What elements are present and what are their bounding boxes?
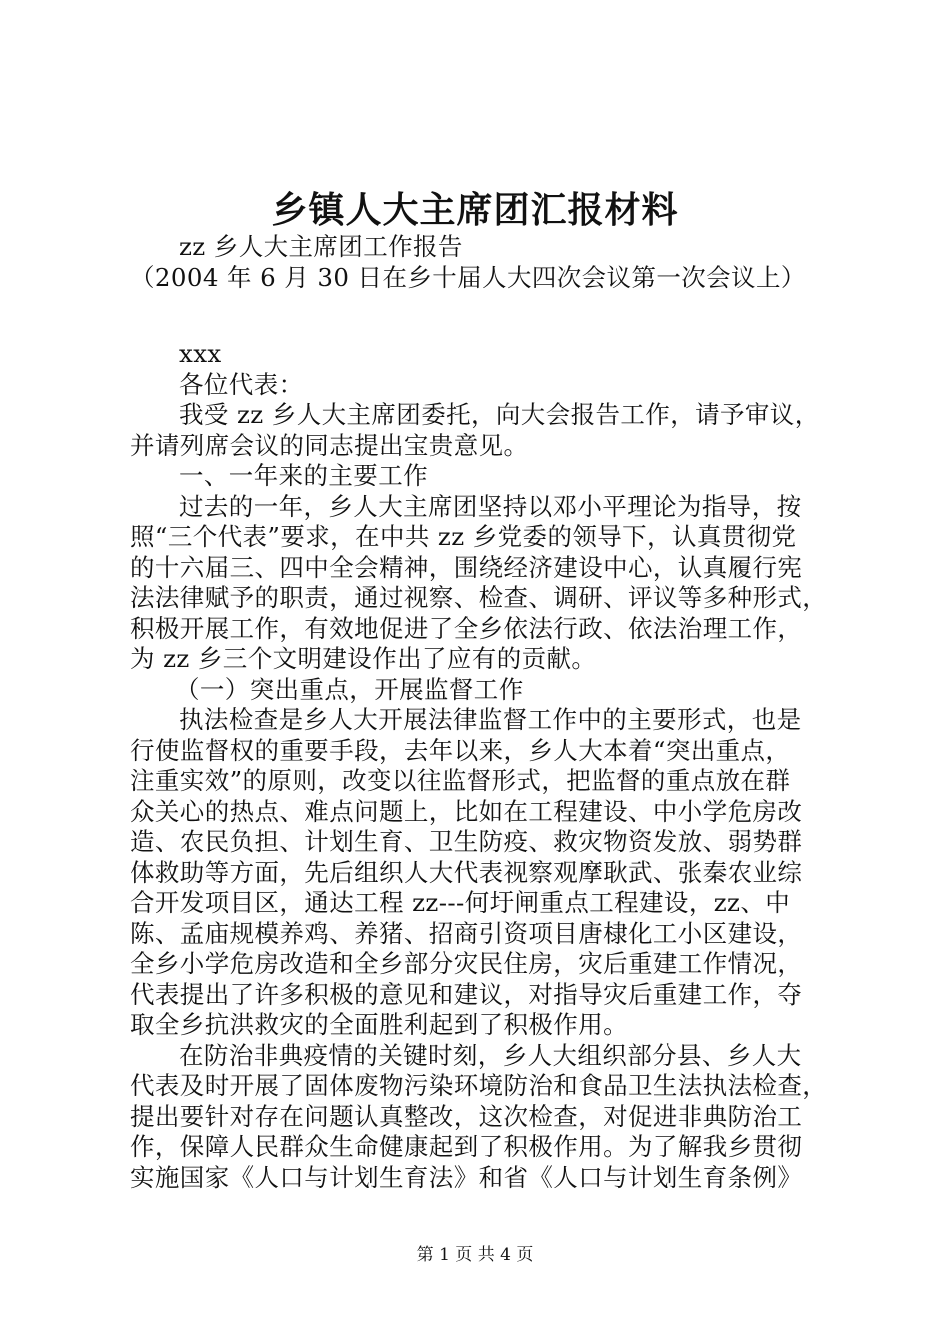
paragraph-line: 法法律赋予的职责，通过视察、检查、调研、评议等多种形式， bbox=[130, 583, 828, 612]
salutation: 各位代表： bbox=[179, 369, 304, 399]
paragraph-line: 代表提出了许多积极的意见和建议，对指导灾后重建工作，夺 bbox=[130, 979, 803, 1009]
subsection-heading: （一）突出重点，开展监督工作 bbox=[175, 674, 524, 704]
paragraph-line: 代表及时开展了固体废物污染环境防治和食品卫生法执法检查， bbox=[130, 1071, 828, 1100]
paragraph-line: 体救助等方面，先后组织人大代表视察观摩耿武、张秦农业综 bbox=[130, 857, 803, 887]
paragraph-line: 造、农民负担、计划生育、卫生防疫、救灾物资发放、弱势群 bbox=[130, 827, 803, 856]
paragraph-line: 提出要针对存在问题认真整改，这次检查，对促进非典防治工 bbox=[130, 1101, 803, 1131]
paragraph-line: 合开发项目区，通达工程 zz---何圩闸重点工程建设，zz、中 bbox=[130, 888, 791, 917]
blank-gap bbox=[130, 293, 850, 339]
paragraph-line: 积极开展工作，有效地促进了全乡依法行政、依法治理工作， bbox=[130, 613, 803, 643]
paragraph-line: 照“三个代表”要求，在中共 zz 乡党委的领导下，认真贯彻党 bbox=[130, 522, 797, 551]
paragraph-line: 我受 zz 乡人大主席团委托，向大会报告工作，请予审议， bbox=[179, 400, 820, 429]
paragraph-line: 陈、孟庙规模养鸡、养猪、招商引资项目唐棣化工小区建设， bbox=[130, 918, 803, 948]
page-number-footer: 第 1 页 共 4 页 bbox=[416, 1245, 534, 1265]
paragraph-line: 实施国家《人口与计划生育法》和省《人口与计划生育条例》 bbox=[130, 1162, 803, 1192]
paragraph-line: 执法检查是乡人大开展法律监督工作中的主要形式，也是 bbox=[179, 705, 802, 734]
paragraph-line: 为 zz 乡三个文明建设作出了应有的贡献。 bbox=[130, 644, 597, 673]
paragraph-line: 全乡小学危房改造和全乡部分灾民住房，灾后重建工作情况， bbox=[130, 949, 803, 978]
section-heading: 一、一年来的主要工作 bbox=[179, 461, 428, 490]
paragraph-line: 过去的一年，乡人大主席团坚持以邓小平理论为指导，按 bbox=[179, 491, 802, 521]
paragraph-line: 众关心的热点、难点问题上，比如在工程建设、中小学危房改 bbox=[130, 796, 803, 826]
paragraph-line: 注重实效”的原则，改变以往监督形式，把监督的重点放在群 bbox=[130, 766, 791, 795]
document-title: 乡镇人大主席团汇报材料 bbox=[271, 189, 679, 231]
document-body bbox=[130, 232, 850, 1193]
paragraph-line: 并请列席会议的同志提出宝贵意见。 bbox=[130, 430, 529, 460]
author-line: xxx bbox=[179, 339, 222, 368]
paragraph-line: 作，保障人民群众生命健康起到了积极作用。为了解我乡贯彻 bbox=[130, 1132, 803, 1161]
paragraph-line: 的十六届三、四中全会精神，围绕经济建设中心，认真履行宪 bbox=[130, 552, 803, 582]
report-heading: zz 乡人大主席团工作报告 bbox=[179, 232, 463, 261]
report-subheading: （2004 年 6 月 30 日在乡十届人大四次会议第一次会议上） bbox=[130, 262, 806, 292]
paragraph-line: 取全乡抗洪救灾的全面胜利起到了积极作用。 bbox=[130, 1010, 628, 1039]
paragraph-line: 在防治非典疫情的关键时刻，乡人大组织部分县、乡人大 bbox=[179, 1040, 802, 1070]
paragraph-line: 行使监督权的重要手段，去年以来，乡人大本着“突出重点， bbox=[130, 735, 791, 765]
